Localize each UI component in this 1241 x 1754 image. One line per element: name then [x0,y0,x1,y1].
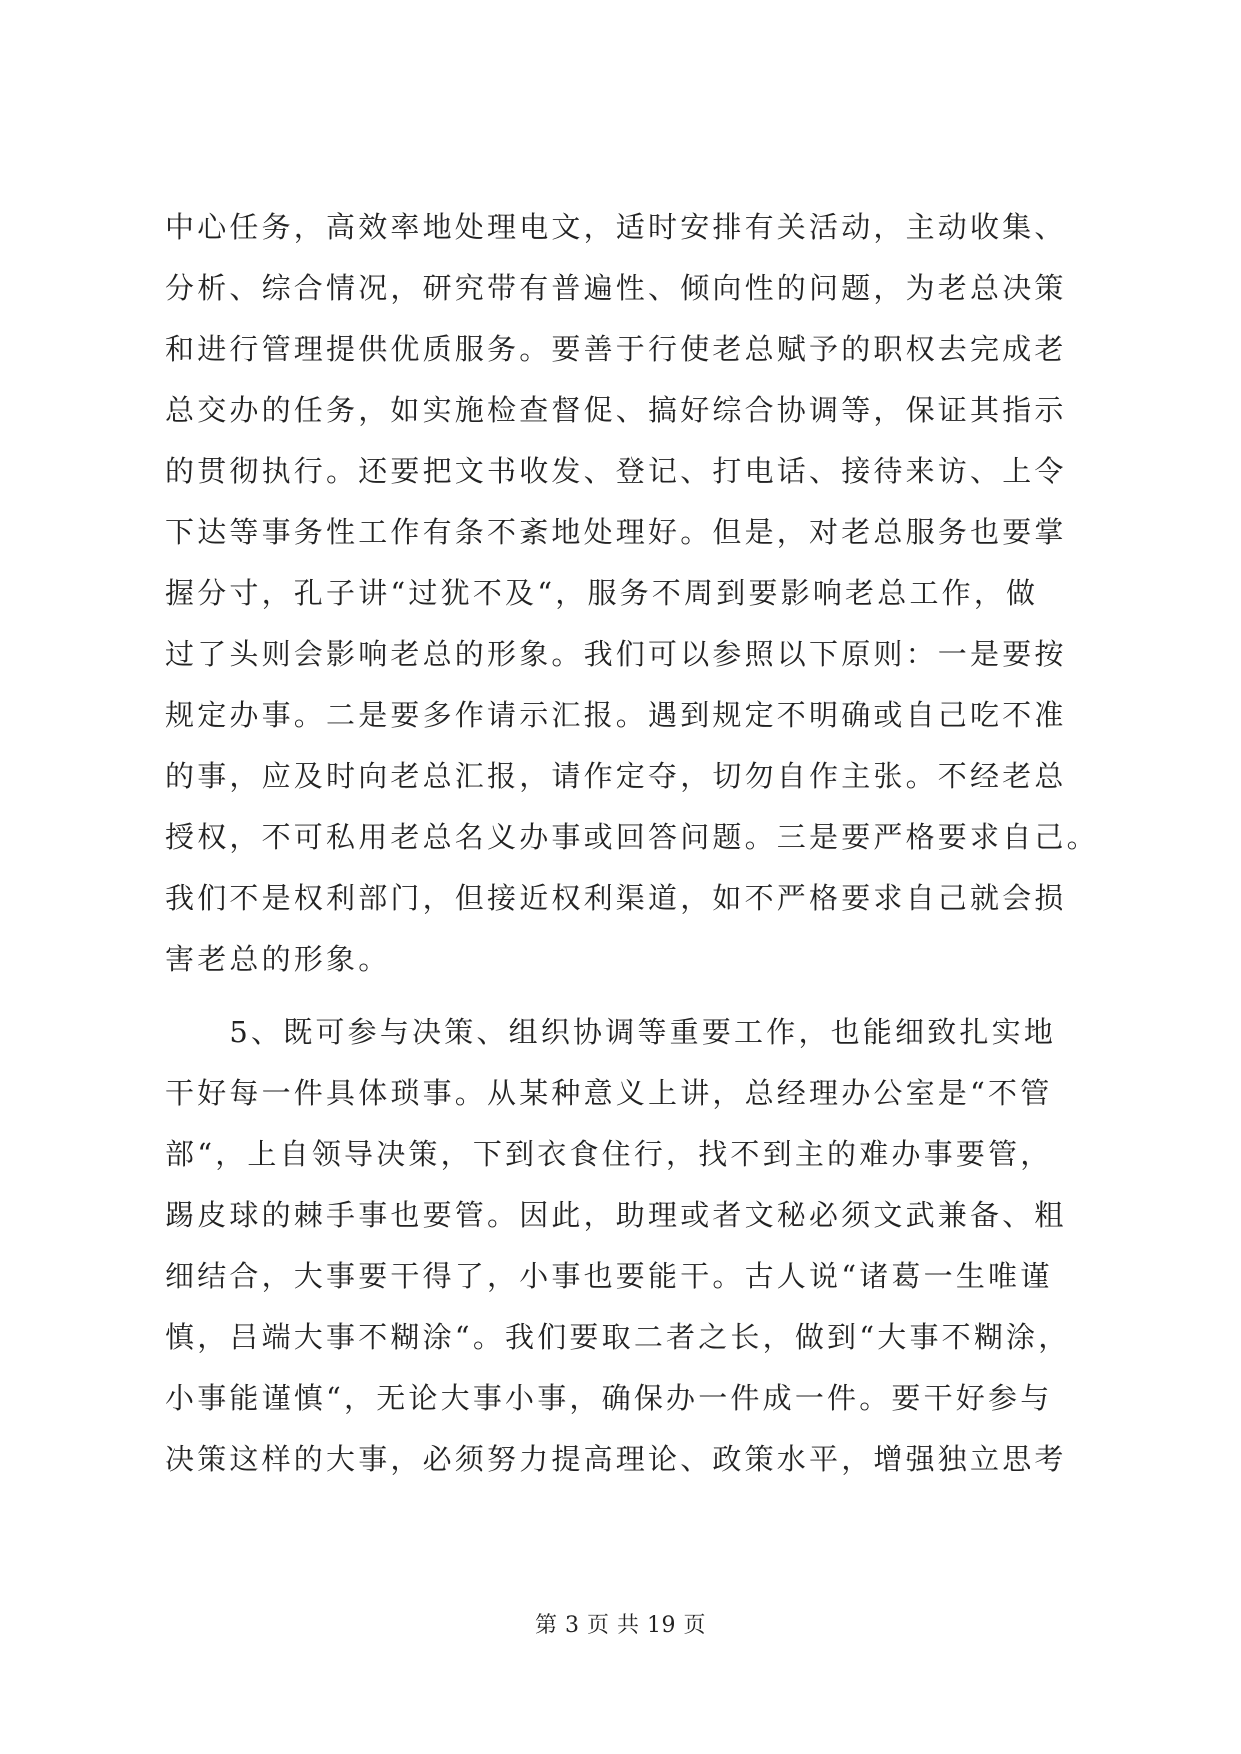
text-line: 害老总的形象。 [165,942,391,976]
text-line: 我们不是权利部门，但接近权利渠道，如不严格要求自己就会损 [165,881,1067,915]
text-line: 过了头则会影响老总的形象。我们可以参照以下原则：一是要按 [165,637,1067,671]
paragraph-2 [165,1002,1085,1490]
text-line: 总交办的任务，如实施检查督促、搞好综合协调等，保证其指示 [165,393,1067,427]
text-line: 规定办事。二是要多作请示汇报。遇到规定不明确或自己吃不准 [165,698,1067,732]
text-line: 的事，应及时向老总汇报，请作定夺，切勿自作主张。不经老总 [165,759,1067,793]
paragraph-gap [165,990,1085,1002]
text-line: 小事能谨慎“，无论大事小事，确保办一件成一件。要干好参与 [165,1381,1053,1415]
text-line: 下达等事务性工作有条不紊地处理好。但是，对老总服务也要掌 [165,515,1067,549]
paragraph-1 [165,197,1099,990]
text-line: 踢皮球的棘手事也要管。因此，助理或者文秘必须文武兼备、粗 [165,1198,1067,1232]
text-line: 干好每一件具体琐事。从某种意义上讲，总经理办公室是“不管 [165,1076,1053,1110]
text-line: 和进行管理提供优质服务。要善于行使老总赋予的职权去完成老 [165,332,1067,366]
text-line: 的贯彻执行。还要把文书收发、登记、打电话、接待来访、上令 [165,454,1067,488]
text-line: 决策这样的大事，必须努力提高理论、政策水平，增强独立思考 [165,1442,1067,1476]
page-number-footer: 第 3 页 共 19 页 [535,1613,706,1638]
text-line: 中心任务，高效率地处理电文，适时安排有关活动，主动收集、 [165,210,1067,244]
text-line: 慎，吕端大事不糊涂“。我们要取二者之长，做到“大事不糊涂， [165,1320,1071,1354]
text-line: 5、既可参与决策、组织协调等重要工作，也能细致扎实地 [165,1015,1057,1049]
text-line: 部“，上自领导决策，下到衣食住行，找不到主的难办事要管， [165,1137,1053,1171]
text-line: 分析、综合情况，研究带有普遍性、倾向性的问题，为老总决策 [165,271,1067,305]
text-line: 细结合，大事要干得了，小事也要能干。古人说“诸葛一生唯谨 [165,1259,1053,1293]
body-text [165,197,1099,1490]
text-line: 授权，不可私用老总名义办事或回答问题。三是要严格要求自己。 [165,820,1099,854]
text-line: 握分寸，孔子讲“过犹不及“，服务不周到要影响老总工作，做 [165,576,1039,610]
